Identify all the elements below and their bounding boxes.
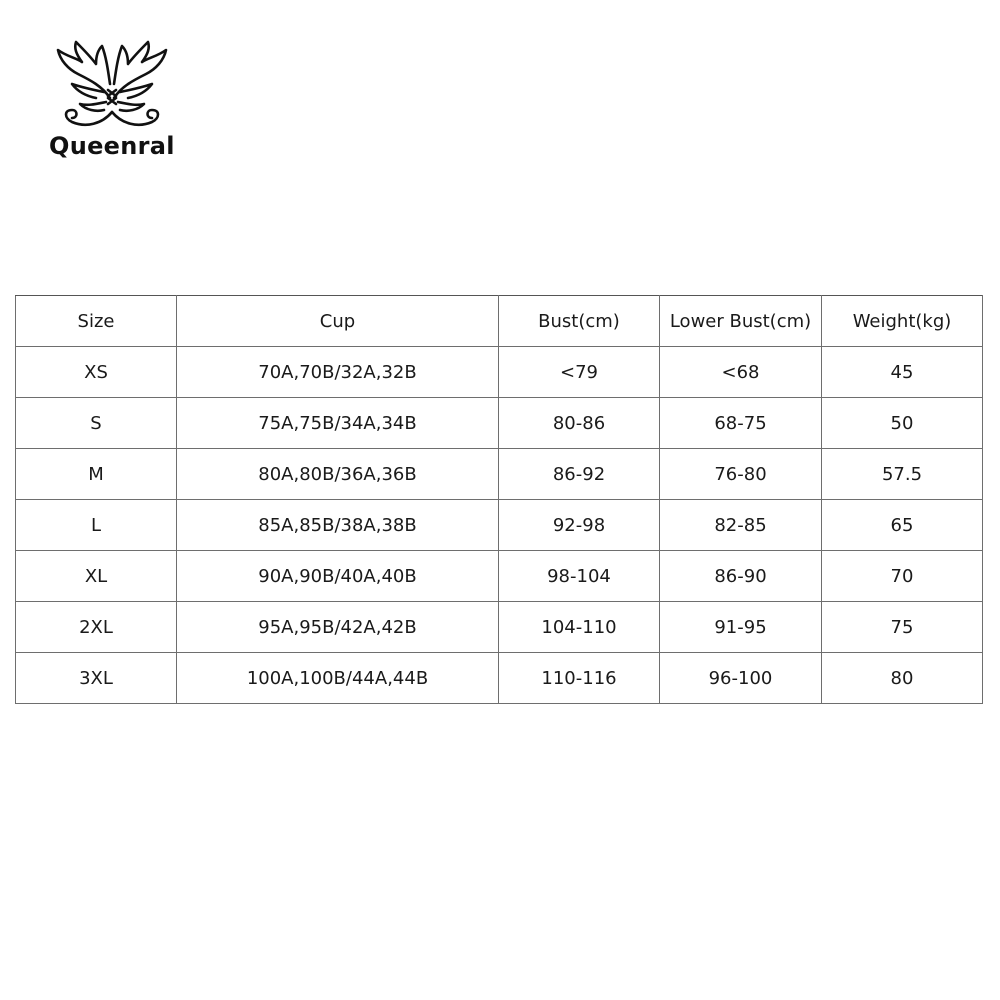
header-row [16, 296, 983, 347]
size-chart-table [15, 295, 983, 704]
cell-size: XS [16, 347, 177, 398]
cell-size: 3XL [16, 653, 177, 704]
cell-weight: 57.5 [822, 449, 983, 500]
cell-bust: 110-116 [499, 653, 660, 704]
cell-size: 2XL [16, 602, 177, 653]
brand-name: Queenral [49, 132, 175, 160]
cell-cup: 75A,75B/34A,34B [177, 398, 499, 449]
cell-weight: 75 [822, 602, 983, 653]
angel-wings-logo-icon [50, 40, 174, 136]
cell-lower-bust: 86-90 [660, 551, 822, 602]
cell-weight: 70 [822, 551, 983, 602]
cell-weight: 45 [822, 347, 983, 398]
table-row [16, 347, 983, 398]
cell-weight: 80 [822, 653, 983, 704]
header-cup: Cup [177, 296, 499, 347]
table-row [16, 551, 983, 602]
cell-size: M [16, 449, 177, 500]
header-weight: Weight(kg) [822, 296, 983, 347]
cell-bust: <79 [499, 347, 660, 398]
cell-bust: 86-92 [499, 449, 660, 500]
cell-lower-bust: 91-95 [660, 602, 822, 653]
cell-size: XL [16, 551, 177, 602]
table-row [16, 449, 983, 500]
table-row [16, 398, 983, 449]
cell-lower-bust: 82-85 [660, 500, 822, 551]
cell-size: S [16, 398, 177, 449]
cell-lower-bust: 68-75 [660, 398, 822, 449]
cell-cup: 70A,70B/32A,32B [177, 347, 499, 398]
header-bust: Bust(cm) [499, 296, 660, 347]
cell-cup: 100A,100B/44A,44B [177, 653, 499, 704]
cell-cup: 80A,80B/36A,36B [177, 449, 499, 500]
cell-bust: 98-104 [499, 551, 660, 602]
cell-bust: 92-98 [499, 500, 660, 551]
cell-bust: 104-110 [499, 602, 660, 653]
brand-logo-block [46, 40, 186, 170]
table-row [16, 500, 983, 551]
cell-cup: 90A,90B/40A,40B [177, 551, 499, 602]
cell-lower-bust: <68 [660, 347, 822, 398]
cell-cup: 95A,95B/42A,42B [177, 602, 499, 653]
header-size: Size [16, 296, 177, 347]
cell-size: L [16, 500, 177, 551]
cell-cup: 85A,85B/38A,38B [177, 500, 499, 551]
cell-weight: 50 [822, 398, 983, 449]
cell-bust: 80-86 [499, 398, 660, 449]
cell-lower-bust: 96-100 [660, 653, 822, 704]
cell-weight: 65 [822, 500, 983, 551]
header-lower-bust: Lower Bust(cm) [660, 296, 822, 347]
cell-lower-bust: 76-80 [660, 449, 822, 500]
table-row [16, 602, 983, 653]
table-row [16, 653, 983, 704]
